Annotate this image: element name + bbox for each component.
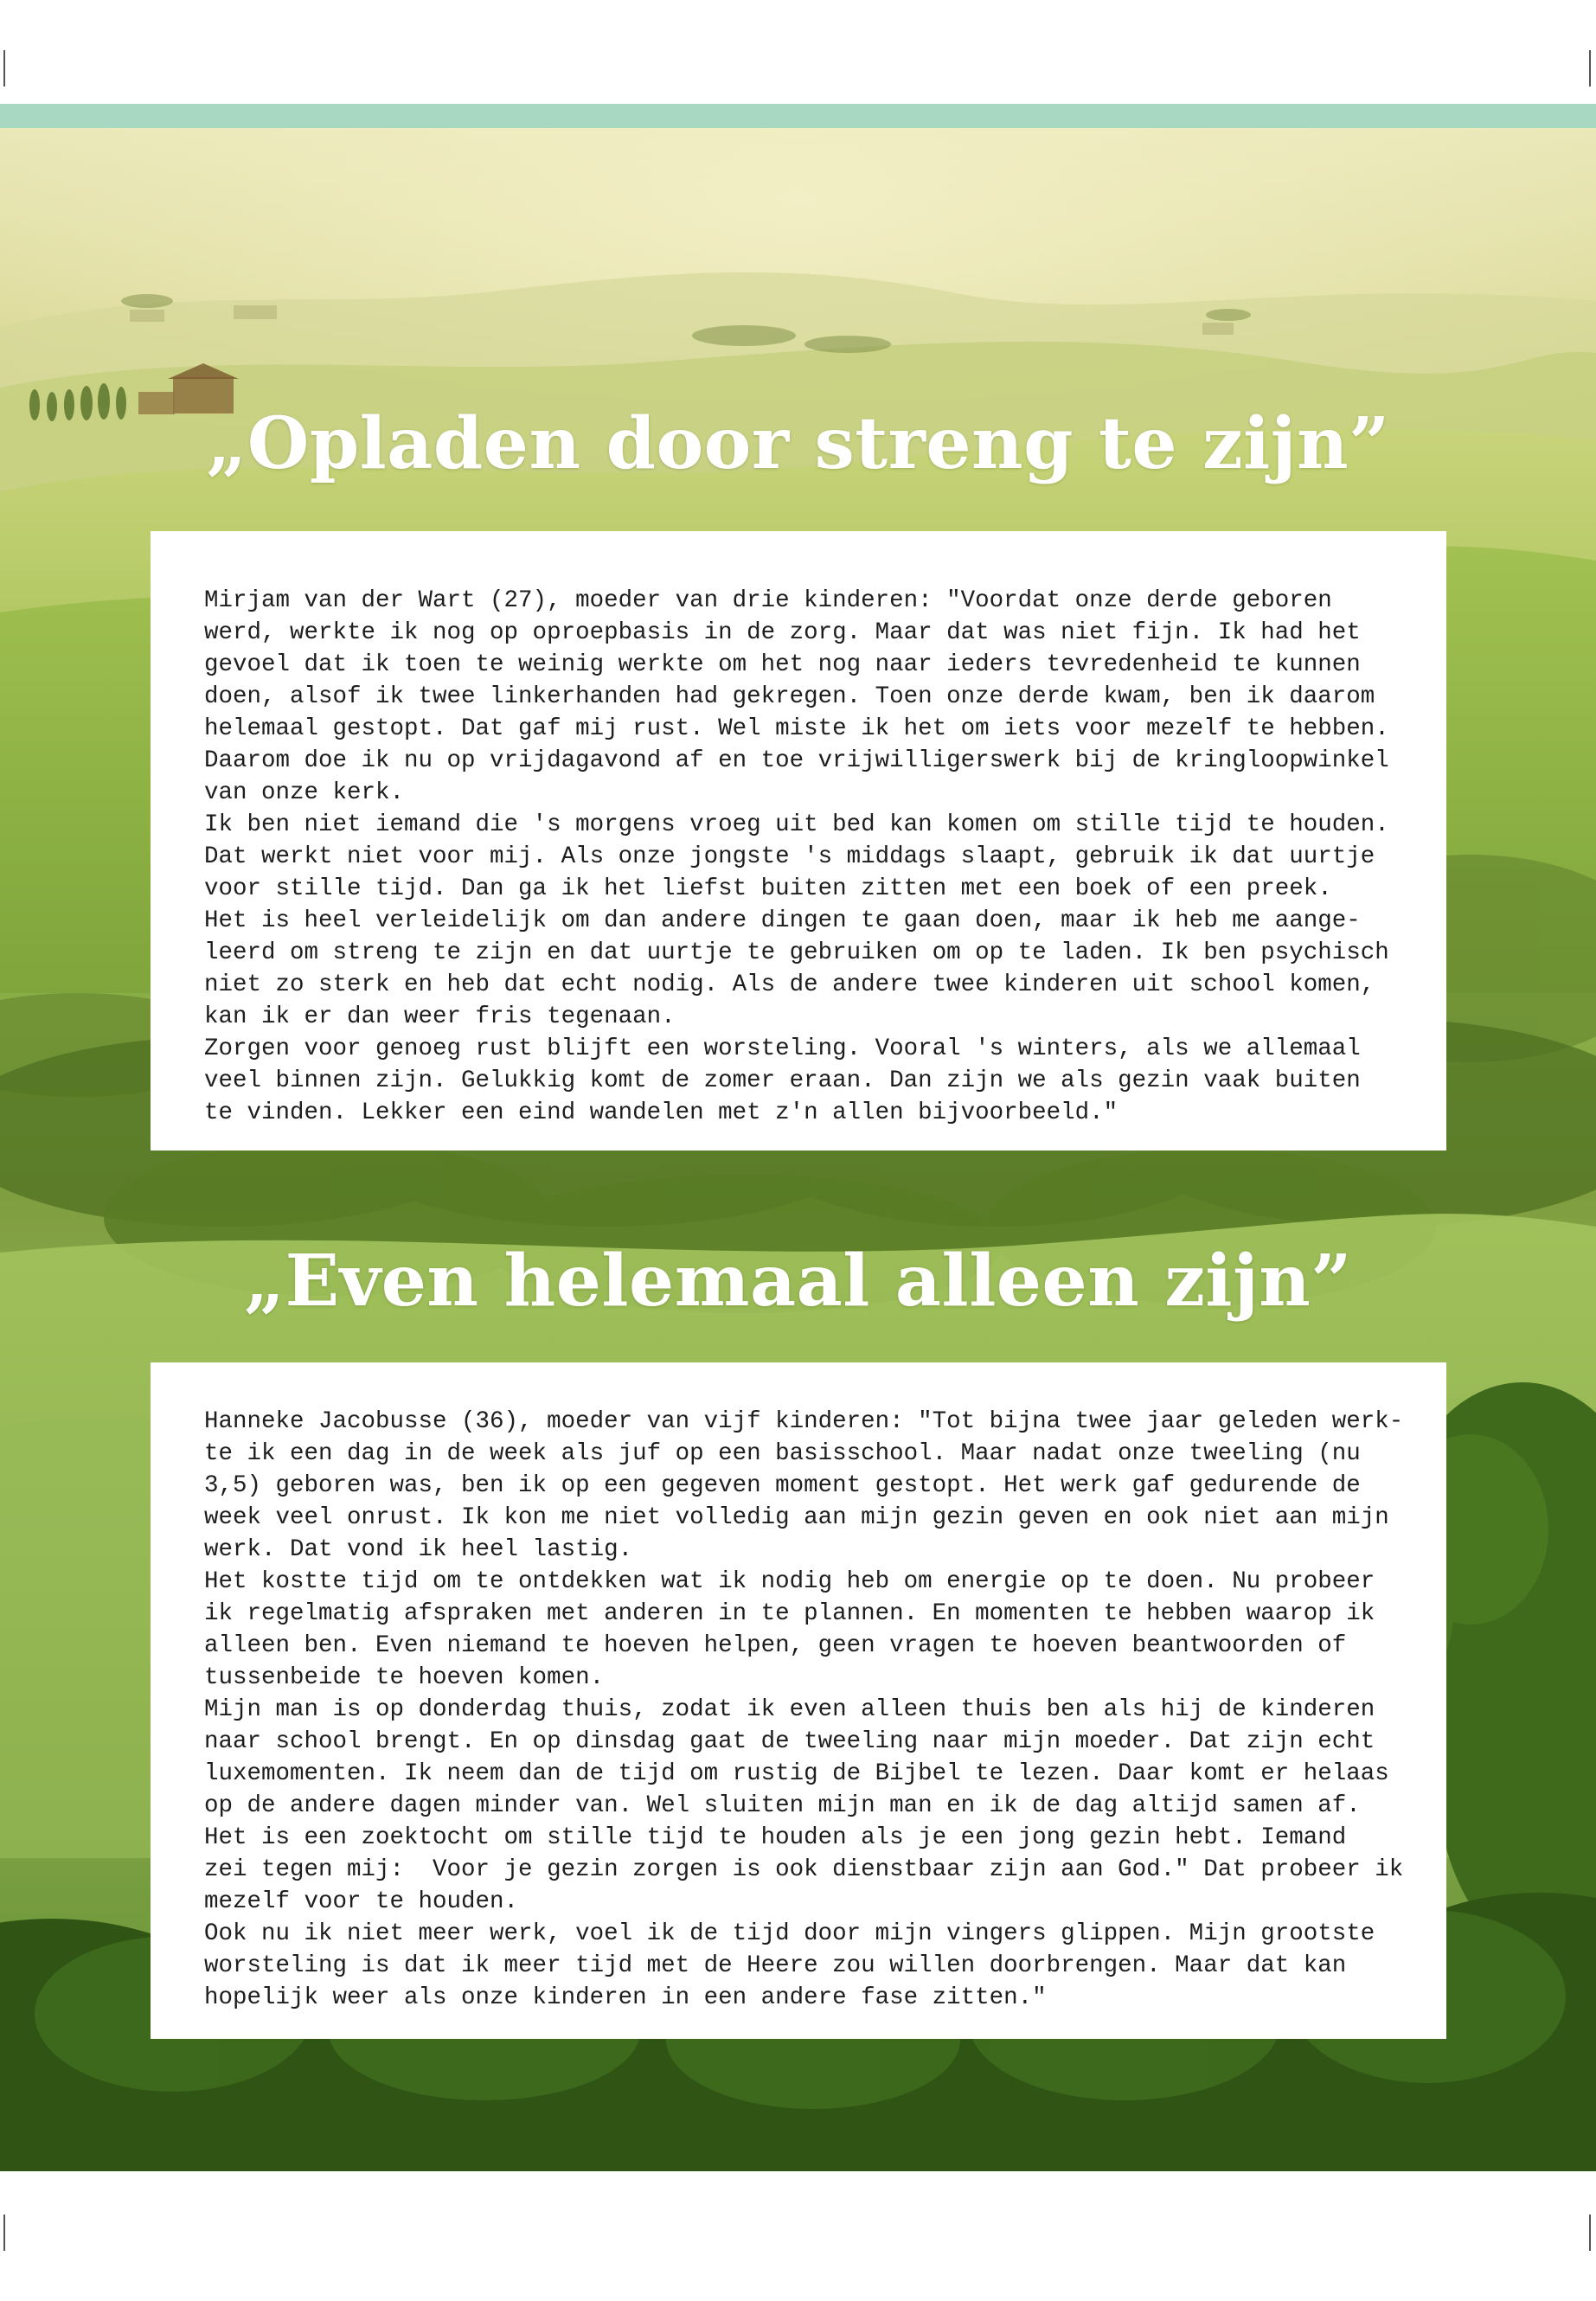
crop-mark-top-left — [3, 50, 5, 87]
crop-mark-top-right — [1589, 50, 1591, 87]
article-2-paragraph-1: Hanneke Jacobusse (36), moeder van vijf kinderen: "Tot bijna twee jaar geleden werk- te ik een dag in de week als juf op een basisschool. Maar nadat onze tweeling (nu 3,5) geboren was, ben ik op een gegeven moment gestopt. Het werk gaf gedurende de week veel onrust. Ik kon me niet volledig aan mijn gezin geven en ook niet aan mijn werk. Dat vond ik heel lastig. — [204, 1408, 1404, 1563]
article-1-paragraph-3: Zorgen voor genoeg rust blijft een worsteling. Vooral 's winters, als we allemaal veel binnen zijn. Gelukkig komt de zomer eraan. Dan zijn we als gezin vaak buiten te vinden. Lekker een eind wandelen met z'n allen bijvoorbeeld." — [204, 1035, 1361, 1126]
article-2-heading: „Even helemaal alleen zijn” — [243, 1240, 1353, 1323]
crop-mark-bottom-right — [1589, 2214, 1591, 2251]
article-2-text-box — [151, 1362, 1446, 2039]
crop-mark-bottom-left — [3, 2214, 5, 2251]
article-2-paragraph-3: Mijn man is op donderdag thuis, zodat ik even alleen thuis ben als hij de kinderen naar school brengt. En op dinsdag gaat de tweeling naar mijn moeder. Dat zijn echt luxemomenten. Ik neem dan de tijd om rustig de Bijbel te lezen. Daar komt er helaas op de andere dagen minder van. Wel sluiten mijn man en ik de dag altijd samen af. Het is een zoektocht om stille tijd te houden als je een jong gezin hebt. Iemand zei tegen mij: Voor je gezin zorgen is ook dienstbaar zijn aan God." Dat probeer ik mezelf voor te houden. — [204, 1696, 1404, 1915]
article-2-paragraph-4: Ook nu ik niet meer werk, voel ik de tijd door mijn vingers glippen. Mijn grootste worsteling is dat ik meer tijd met de Heere zou willen doorbrengen. Maar dat kan hopelijk weer als onze kinderen in een andere fase zitten." — [204, 1920, 1375, 2011]
article-1-heading: „Opladen door streng te zijn” — [206, 402, 1390, 485]
accent-stripe — [0, 104, 1596, 128]
article-2-paragraph-2: Het kostte tijd om te ontdekken wat ik nodig heb om energie op te doen. Nu probeer ik regelmatig afspraken met anderen in te plannen. En momenten te hebben waarop ik alleen ben. Even niemand te hoeven helpen, geen vragen te hoeven beantwoorden of tussenbeide te hoeven komen. — [204, 1568, 1375, 1691]
article-1-paragraph-1: Mirjam van der Wart (27), moeder van drie kinderen: "Voordat onze derde geboren werd, werkte ik nog op oproepbasis in de zorg. Maar dat was niet fijn. Ik had het gevoel dat ik toen te weinig werkte om het nog naar ieders tevredenheid te kunnen doen, alsof ik twee linkerhanden had gekregen. Toen onze derde kwam, ben ik daarom helemaal gestopt. Dat gaf mij rust. Wel miste ik het om iets voor mezelf te hebben. Daarom doe ik nu op vrijdagavond af en toe vrijwilligerswerk bij de kringloopwinkel van onze kerk. — [204, 587, 1389, 806]
article-1-paragraph-2: Ik ben niet iemand die 's morgens vroeg uit bed kan komen om stille tijd te houden. Dat werkt niet voor mij. Als onze jongste 's middags slaapt, gebruik ik dat uurtje voor stille tijd. Dan ga ik het liefst buiten zitten met een boek of een preek. Het is heel verleidelijk om dan andere dingen te gaan doen, maar ik heb me aange- leerd om streng te zijn en dat uurtje te gebruiken om op te laden. Ik ben psychisch niet zo sterk en heb dat echt nodig. Als de andere twee kinderen uit school komen, kan ik er dan weer fris tegenaan. — [204, 811, 1389, 1030]
article-1-text-box — [151, 531, 1446, 1150]
